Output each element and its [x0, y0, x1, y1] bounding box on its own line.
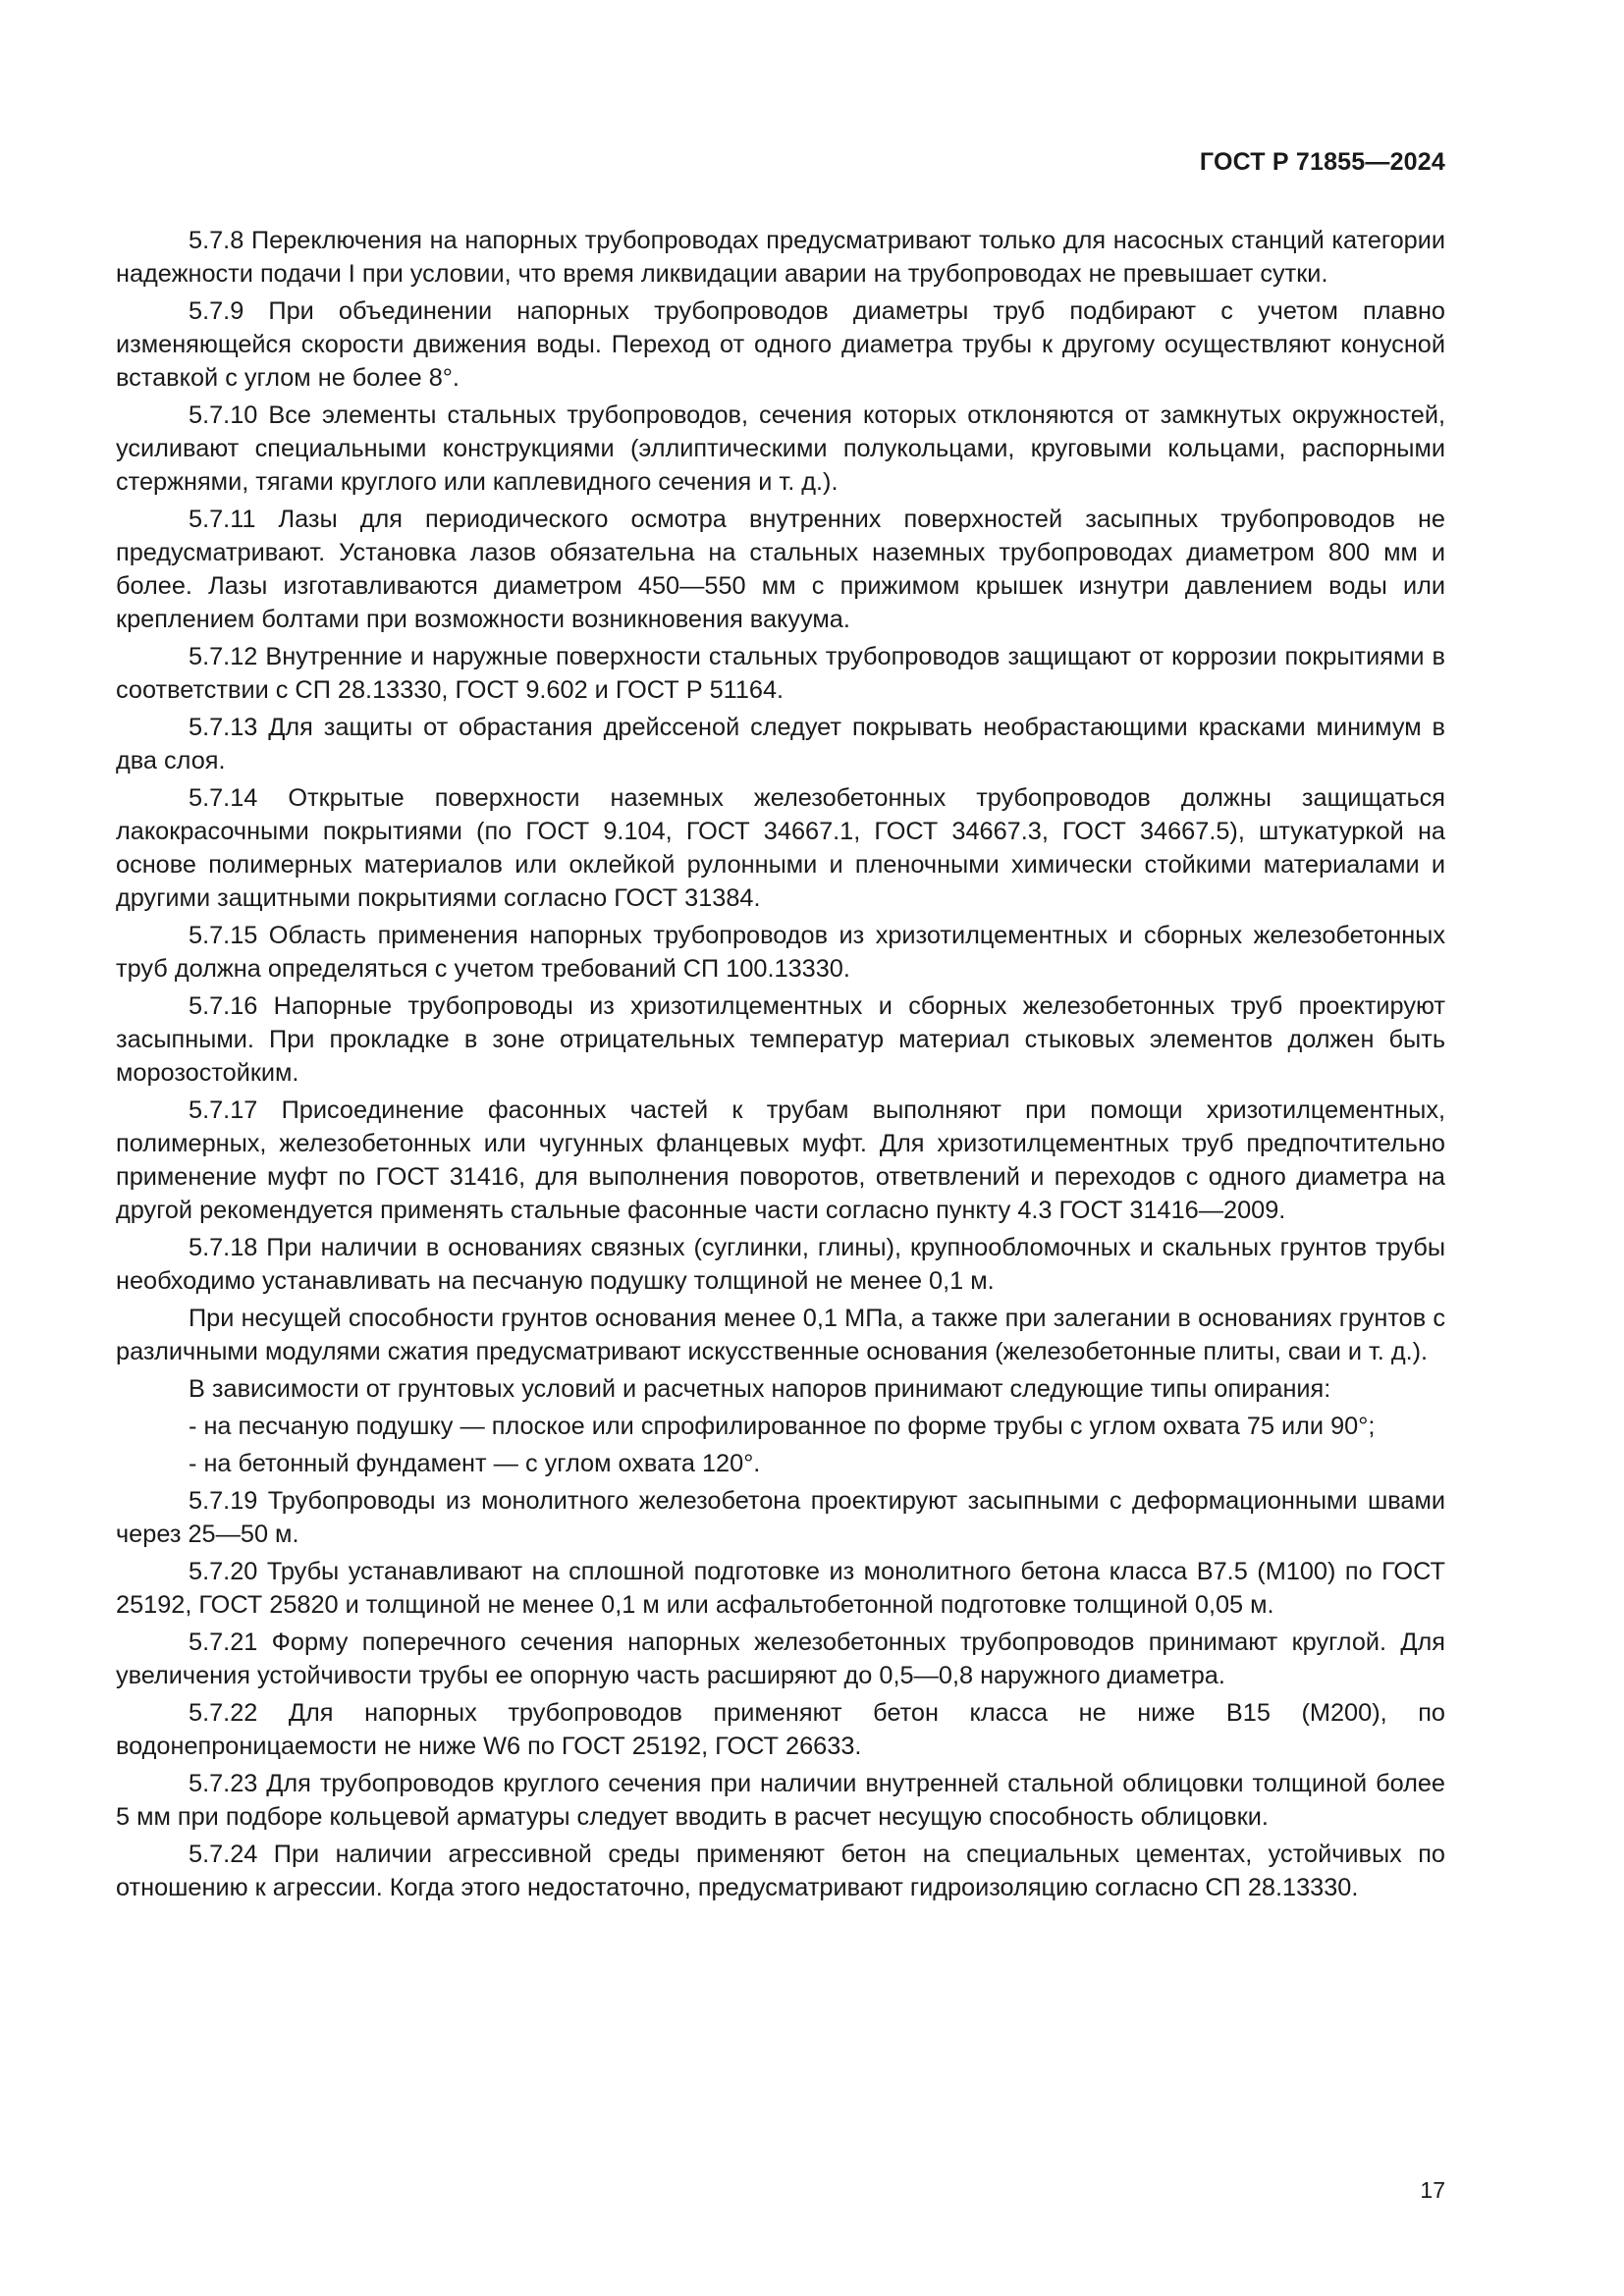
paragraph-5-7-17: 5.7.17 Присоединение фасонных частей к трубам выполняют при помощи хризотилцементных, полимерных, железобетонных или чугунных фланцевых муфт. Для хризотилцементных труб предпочтительно применение муфт по ГОСТ 31416, для выполнения поворотов, ответвлений и переходов с одного диаметра на другой рекомендуется применять стальные фасонные части согласно пункту 4.3 ГОСТ 31416—2009. [116, 1096, 1445, 1224]
paragraph-5-7-23: 5.7.23 Для трубопроводов круглого сечения при наличии внутренней стальной облицовки толщиной более 5 мм при подборе кольцевой арматуры следует вводить в расчет несущую способность облицовки. [116, 1770, 1445, 1831]
paragraph-5-7-13: 5.7.13 Для защиты от обрастания дрейссеной следует покрывать необрастающими красками минимум в два слоя. [116, 714, 1445, 774]
list-item-concrete-foundation: - на бетонный фундамент — с углом охвата 120°. [189, 1450, 761, 1477]
paragraph-5-7-10: 5.7.10 Все элементы стальных трубопроводов, сечения которых отклоняются от замкнутых окружностей, усиливают специальными конструкциями (эллиптическими полукольцами, круговыми кольцами, распорными стержнями, тягами круглого или каплевидного сечения и т. д.). [116, 401, 1445, 496]
document-body [116, 224, 1445, 1904]
paragraph-5-7-14: 5.7.14 Открытые поверхности наземных железобетонных трубопроводов должны защищаться лакокрасочными покрытиями (по ГОСТ 9.104, ГОСТ 34667.1, ГОСТ 34667.3, ГОСТ 34667.5), штукатуркой на основе полимерных материалов или оклейкой рулонными и пленочными химически стойкими материалами и другими защитными покрытиями согласно ГОСТ 31384. [116, 784, 1445, 912]
paragraph-5-7-21: 5.7.21 Форму поперечного сечения напорных железобетонных трубопроводов принимают круглой. Для увеличения устойчивости трубы ее опорную часть расширяют до 0,5—0,8 наружного диаметра. [116, 1629, 1445, 1689]
paragraph-support-types-intro: В зависимости от грунтовых условий и расчетных напоров принимают следующие типы опирания: [189, 1375, 1331, 1403]
paragraph-5-7-16: 5.7.16 Напорные трубопроводы из хризотилцементных и сборных железобетонных труб проектируют засыпными. При прокладке в зоне отрицательных температур материал стыковых элементов должен быть морозостойким. [116, 992, 1445, 1087]
paragraph-5-7-12: 5.7.12 Внутренние и наружные поверхности стальных трубопроводов защищают от коррозии покрытиями в соответствии с СП 28.13330, ГОСТ 9.602 и ГОСТ Р 51164. [116, 643, 1445, 704]
paragraph-5-7-18: 5.7.18 При наличии в основаниях связных (суглинки, глины), крупнообломочных и скальных грунтов трубы необходимо устанавливать на песчаную подушку толщиной не менее 0,1 м. [116, 1234, 1445, 1295]
list-item-sand-cushion: - на песчаную подушку — плоское или спрофилированное по форме трубы с углом охвата 75 или 90°; [189, 1413, 1376, 1440]
paragraph-artificial-foundations: При несущей способности грунтов основания менее 0,1 МПа, а также при залегании в основаниях грунтов с различными модулями сжатия предусматривают искусственные основания (железобетонные плиты, сваи и т. д.). [116, 1305, 1445, 1365]
page-number: 17 [1420, 2177, 1445, 2203]
paragraph-5-7-19: 5.7.19 Трубопроводы из монолитного железобетона проектируют засыпными с деформационными швами через 25—50 м. [116, 1487, 1445, 1548]
paragraph-5-7-20: 5.7.20 Трубы устанавливают на сплошной подготовке из монолитного бетона класса B7.5 (M100) по ГОСТ 25192, ГОСТ 25820 и толщиной не менее 0,1 м или асфальтобетонной подготовке толщиной 0,05 м. [116, 1558, 1445, 1619]
paragraph-5-7-22: 5.7.22 Для напорных трубопроводов применяют бетон класса не ниже B15 (M200), по водонепроницаемости не ниже W6 по ГОСТ 25192, ГОСТ 26633. [116, 1699, 1445, 1760]
paragraph-5-7-8: 5.7.8 Переключения на напорных трубопроводах предусматривают только для насосных станций категории надежности подачи I при условии, что время ликвидации аварии на трубопроводах не превышает сутки. [116, 227, 1445, 288]
paragraph-5-7-11: 5.7.11 Лазы для периодического осмотра внутренних поверхностей засыпных трубопроводов не предусматривают. Установка лазов обязательна на стальных наземных трубопроводах диаметром 800 мм и более. Лазы изготавливаются диаметром 450—550 мм с прижимом крышек изнутри давлением воды или креплением болтами при возможности возникновения вакуума. [116, 506, 1445, 633]
document-header-id: ГОСТ Р 71855—2024 [1199, 148, 1445, 176]
paragraph-5-7-9: 5.7.9 При объединении напорных трубопроводов диаметры труб подбирают с учетом плавно изменяющейся скорости движения воды. Переход от одного диаметра трубы к другому осуществляют конусной вставкой с углом не более 8°. [116, 297, 1445, 392]
paragraph-5-7-24: 5.7.24 При наличии агрессивной среды применяют бетон на специальных цементах, устойчивых по отношению к агрессии. Когда этого недостаточно, предусматривают гидроизоляцию согласно СП 28.13330. [116, 1841, 1445, 1901]
paragraph-5-7-15: 5.7.15 Область применения напорных трубопроводов из хризотилцементных и сборных железобетонных труб должна определяться с учетом требований СП 100.13330. [116, 922, 1445, 983]
